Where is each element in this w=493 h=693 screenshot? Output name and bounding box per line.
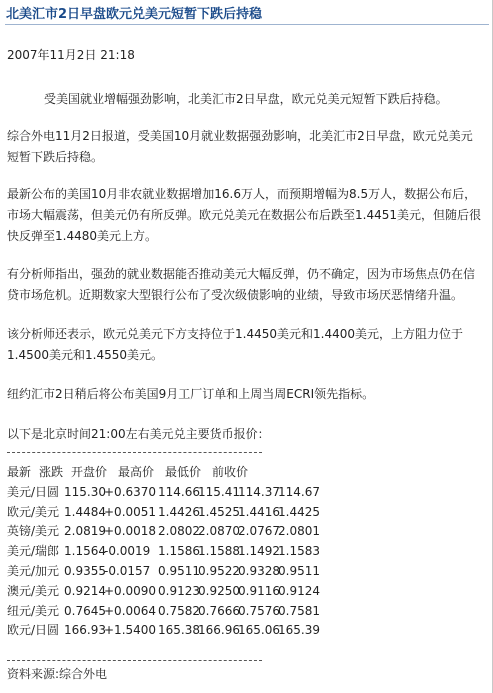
change-value: +0.6370 <box>104 484 157 499</box>
paragraph-line: 贷市场危机。近期数家大型银行公布了受次级债影响的业绩，导致市场厌恶情绪升温。 <box>7 288 464 302</box>
open-value: 1.1586 <box>158 544 200 559</box>
header-low: 最低价 <box>165 465 202 479</box>
table-top-divider <box>7 452 262 453</box>
paragraph-line: 最新公布的美国10月非农就业数据增加16.6万人，而预期增幅为8.5万人，数据公布后， <box>7 187 477 201</box>
open-value: 2.0802 <box>158 524 200 539</box>
article-lead: 受美国就业增幅强劲影响，北美汇市2日早盘，欧元兑美元短暂下跌后持稳。 <box>44 92 448 106</box>
high-value: 115.41 <box>198 484 240 499</box>
quote-table <box>7 463 320 641</box>
table-bottom-divider <box>7 660 262 661</box>
header-prev-close: 前收价 <box>212 465 249 479</box>
prev-close-value: 1.4425 <box>278 504 320 519</box>
article-date: 2007年11月2日 21:18 <box>7 48 135 62</box>
latest-value: 2.0819 <box>64 524 106 539</box>
high-value: 0.9522 <box>198 563 240 578</box>
low-value: 0.9116 <box>238 583 280 598</box>
high-value: 0.9250 <box>198 583 240 598</box>
quote-row <box>7 562 320 582</box>
quote-table-header <box>7 463 320 483</box>
title-divider <box>5 24 489 25</box>
pair-name: 美元/加元 <box>7 563 60 578</box>
paragraph-line: 该分析师还表示，欧元兑美元下方支持位于1.4450美元和1.4400美元，上方阻力位于 <box>7 327 463 341</box>
low-value: 1.4416 <box>238 504 280 519</box>
quote-row <box>7 602 320 622</box>
pair-name: 美元/瑞郎 <box>7 544 60 559</box>
quote-row <box>7 522 320 542</box>
latest-value: 166.93 <box>64 623 106 638</box>
paragraph-3 <box>7 264 475 306</box>
paragraph-1 <box>7 126 473 168</box>
low-value: 0.9328 <box>238 563 280 578</box>
prev-close-value: 114.67 <box>278 484 320 499</box>
prev-close-value: 1.1583 <box>278 544 320 559</box>
paragraph-2 <box>7 184 481 247</box>
latest-value: 1.4484 <box>64 504 106 519</box>
low-value: 1.1492 <box>238 544 280 559</box>
high-value: 2.0870 <box>198 524 240 539</box>
article-title: 北美汇市2日早盘欧元兑美元短暂下跌后持稳 <box>6 7 263 22</box>
pair-name: 纽元/美元 <box>7 603 60 618</box>
prev-close-value: 2.0801 <box>278 524 320 539</box>
paragraph-line: 短暂下跌后持稳。 <box>7 150 104 164</box>
latest-value: 0.9214 <box>64 583 106 598</box>
change-value: +0.0051 <box>104 504 157 519</box>
change-value: -0.0157 <box>104 563 151 578</box>
quote-row <box>7 503 320 523</box>
high-value: 166.96 <box>198 623 240 638</box>
open-value: 114.66 <box>158 484 200 499</box>
pair-name: 美元/日圆 <box>7 484 60 499</box>
latest-value: 1.1564 <box>64 544 106 559</box>
source-note: 资料来源:综合外电 <box>7 667 108 681</box>
high-value: 1.4525 <box>198 504 240 519</box>
paragraph-line: 市场大幅震荡，但美元仍有所反弹。欧元兑美元在数据公布后跌至1.4451美元，但随后很 <box>7 208 481 222</box>
low-value: 165.06 <box>238 623 280 638</box>
pair-name: 英镑/美元 <box>7 524 60 539</box>
paragraph-line: 纽约汇市2日稍后将公布美国9月工厂订单和上周当周ECRI领先指标。 <box>7 387 375 401</box>
low-value: 114.37 <box>238 484 280 499</box>
paragraph-line: 综合外电11月2日报道，受美国10月就业数据强劲影响，北美汇市2日早盘，欧元兑美元 <box>7 129 473 143</box>
header-high: 最高价 <box>118 465 155 479</box>
pair-name: 欧元/美元 <box>7 504 60 519</box>
change-value: +1.5400 <box>104 623 157 638</box>
quote-intro <box>7 424 270 445</box>
prev-close-value: 165.39 <box>278 623 320 638</box>
open-value: 0.7582 <box>158 603 200 618</box>
paragraph-line: 快反弹至1.4480美元上方。 <box>7 229 157 243</box>
pair-name: 欧元/日圆 <box>7 623 60 638</box>
open-value: 1.4426 <box>158 504 200 519</box>
quote-row <box>7 621 320 641</box>
paragraph-4 <box>7 324 463 366</box>
header-open: 开盘价 <box>71 465 108 479</box>
low-value: 2.0767 <box>238 524 280 539</box>
change-value: +0.0064 <box>104 603 157 618</box>
quote-row <box>7 582 320 602</box>
paragraph-line: 有分析师指出，强劲的就业数据能否推动美元大幅反弹，仍不确定，因为市场焦点仍在信 <box>7 267 476 281</box>
change-value: +0.0090 <box>104 583 157 598</box>
low-value: 0.7576 <box>238 603 280 618</box>
open-value: 0.9123 <box>158 583 200 598</box>
prev-close-value: 0.7581 <box>278 603 320 618</box>
header-latest: 最新 <box>7 465 32 479</box>
paragraph-line: 以下是北京时间21:00左右美元兑主要货币报价： <box>7 427 270 441</box>
high-value: 0.7666 <box>198 603 240 618</box>
quote-row <box>7 542 320 562</box>
high-value: 1.1588 <box>198 544 240 559</box>
pair-name: 澳元/美元 <box>7 583 60 598</box>
change-value: +0.0018 <box>104 524 157 539</box>
paragraph-5 <box>7 384 374 405</box>
open-value: 0.9511 <box>158 563 200 578</box>
latest-value: 115.30 <box>64 484 106 499</box>
prev-close-value: 0.9511 <box>278 563 320 578</box>
latest-value: 0.7645 <box>64 603 106 618</box>
latest-value: 0.9355 <box>64 563 106 578</box>
change-value: -0.0019 <box>104 544 151 559</box>
quote-row <box>7 483 320 503</box>
prev-close-value: 0.9124 <box>278 583 320 598</box>
paragraph-line: 1.4500美元和1.4550美元。 <box>7 348 163 362</box>
header-change: 涨跌 <box>39 465 64 479</box>
open-value: 165.38 <box>158 623 200 638</box>
